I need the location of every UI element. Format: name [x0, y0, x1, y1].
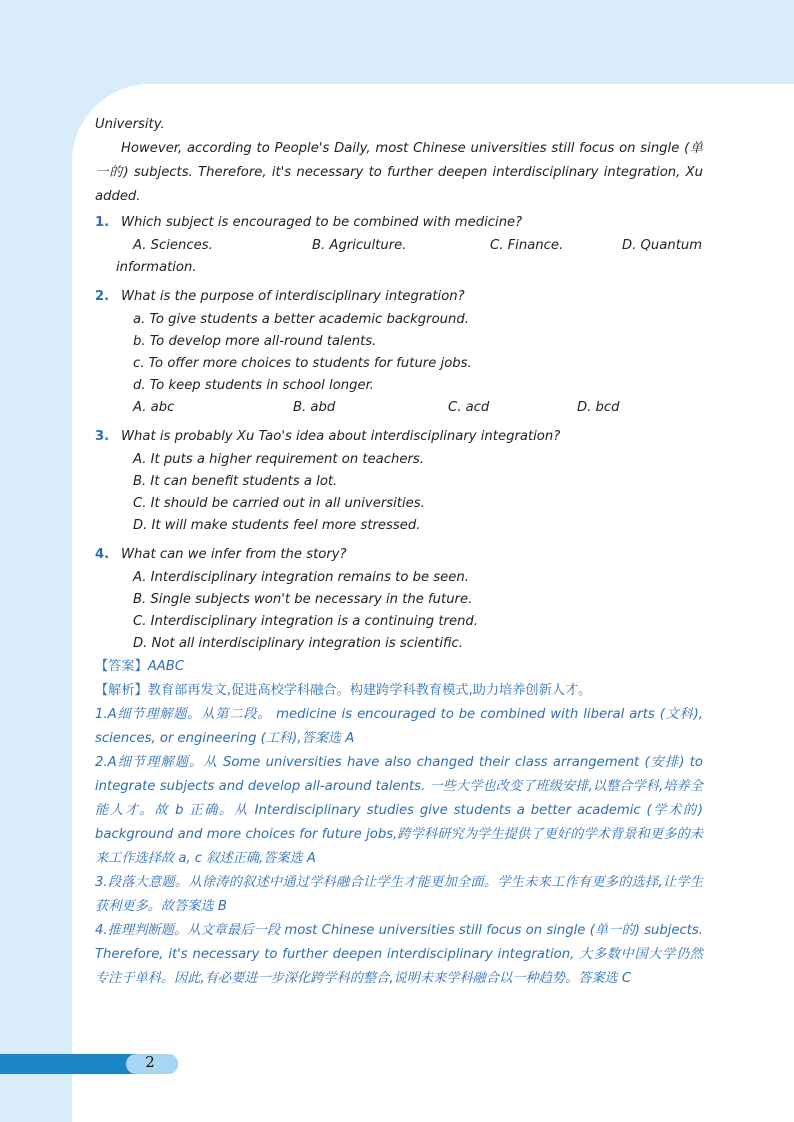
sub-option: d. To keep students in school longer. [133, 378, 375, 393]
option: C. acd [448, 400, 490, 415]
option-wrap: information. [116, 260, 197, 275]
analysis-item: 4.推理判断题。从文章最后一段 most Chinese universities still focus on single (单一的) subjects. Therefore, it's necessary to further deepen interdisciplinary integration, 大多数中国大学仍然专注于单科。因此,有必要进一步深化跨学科的整合,说明未来学科融合以一种趋势。答案选 C [95, 923, 703, 986]
question-number: 2. [95, 289, 110, 304]
option: C. Interdisciplinary integration is a continuing trend. [133, 614, 478, 629]
option: D. Quantum [622, 238, 703, 253]
sub-option: c. To offer more choices to students for future jobs. [133, 356, 472, 371]
question-4 [95, 543, 703, 567]
question-text: What can we infer from the story? [121, 547, 347, 562]
option: B. Agriculture. [312, 238, 407, 253]
question-text: Which subject is encouraged to be combined with medicine? [121, 215, 523, 230]
passage-line: University. [95, 117, 165, 132]
option: D. It will make students feel more stressed. [133, 518, 421, 533]
option: C. It should be carried out in all universities. [133, 496, 425, 511]
analysis-label: 【解析】 [95, 683, 148, 698]
option: A. Sciences. [133, 238, 213, 253]
analysis-item: 3.段落大意题。从徐涛的叙述中通过学科融合让学生才能更加全面。学生未来工作有更多的选择,让学生获利更多。故答案选 B [95, 875, 703, 914]
option: B. It can benefit students a lot. [133, 474, 338, 489]
option: D. bcd [577, 400, 620, 415]
content [95, 113, 703, 991]
passage-paragraph: However, according to People's Daily, most Chinese universities still focus on single (单一的) subjects. Therefore, it's necessary to further deepen interdisciplinary integration, Xu added. [95, 141, 703, 204]
analysis-item: 2.A细节理解题。从 Some universities have also changed their class arrangement (安排) to integrate subjects and develop all-around talents. 一些大学也改变了班级安排,以整合学科,培养全能人才。故 b 正确。从 Interdisciplinary studies give students a better academic (学术的) background and more choices for future jobs,跨学科研究为学生提供了更好的学术背景和更多的未来工作选择故 a, c 叙述正确,答案选 A [95, 755, 703, 866]
sub-option: a. To give students a better academic background. [133, 312, 469, 327]
question-text: What is the purpose of interdisciplinary integration? [121, 289, 465, 304]
question-number: 3. [95, 429, 110, 444]
answer-value: AABC [147, 659, 185, 674]
question-number: 1. [95, 215, 110, 230]
question-3 [95, 425, 703, 449]
analysis-item: 1.A细节理解题。从第二段。 medicine is encouraged to be combined with liberal arts (文科), sciences, or engineering (工科),答案选 A [95, 707, 703, 746]
question-2 [95, 285, 703, 309]
option: D. Not all interdisciplinary integration is scientific. [133, 636, 463, 651]
option: B. Single subjects won't be necessary in the future. [133, 592, 473, 607]
option: A. abc [133, 400, 175, 415]
option: B. abd [293, 400, 336, 415]
option: A. It puts a higher requirement on teachers. [133, 452, 424, 467]
option: C. Finance. [490, 238, 564, 253]
options-row [95, 235, 703, 257]
page-number: 2 [145, 1053, 155, 1071]
answer-label: 【答案】 [95, 659, 148, 674]
analysis-text: 教育部再发文,促进高校学科融合。构建跨学科教育模式,助力培养创新人才。 [147, 683, 592, 698]
question-number: 4. [95, 547, 110, 562]
options-row [95, 397, 703, 419]
question-text: What is probably Xu Tao's idea about interdisciplinary integration? [121, 429, 561, 444]
question-1 [95, 211, 703, 235]
sub-option: b. To develop more all-round talents. [133, 334, 377, 349]
answer-section [95, 655, 703, 991]
option: A. Interdisciplinary integration remains to be seen. [133, 570, 469, 585]
